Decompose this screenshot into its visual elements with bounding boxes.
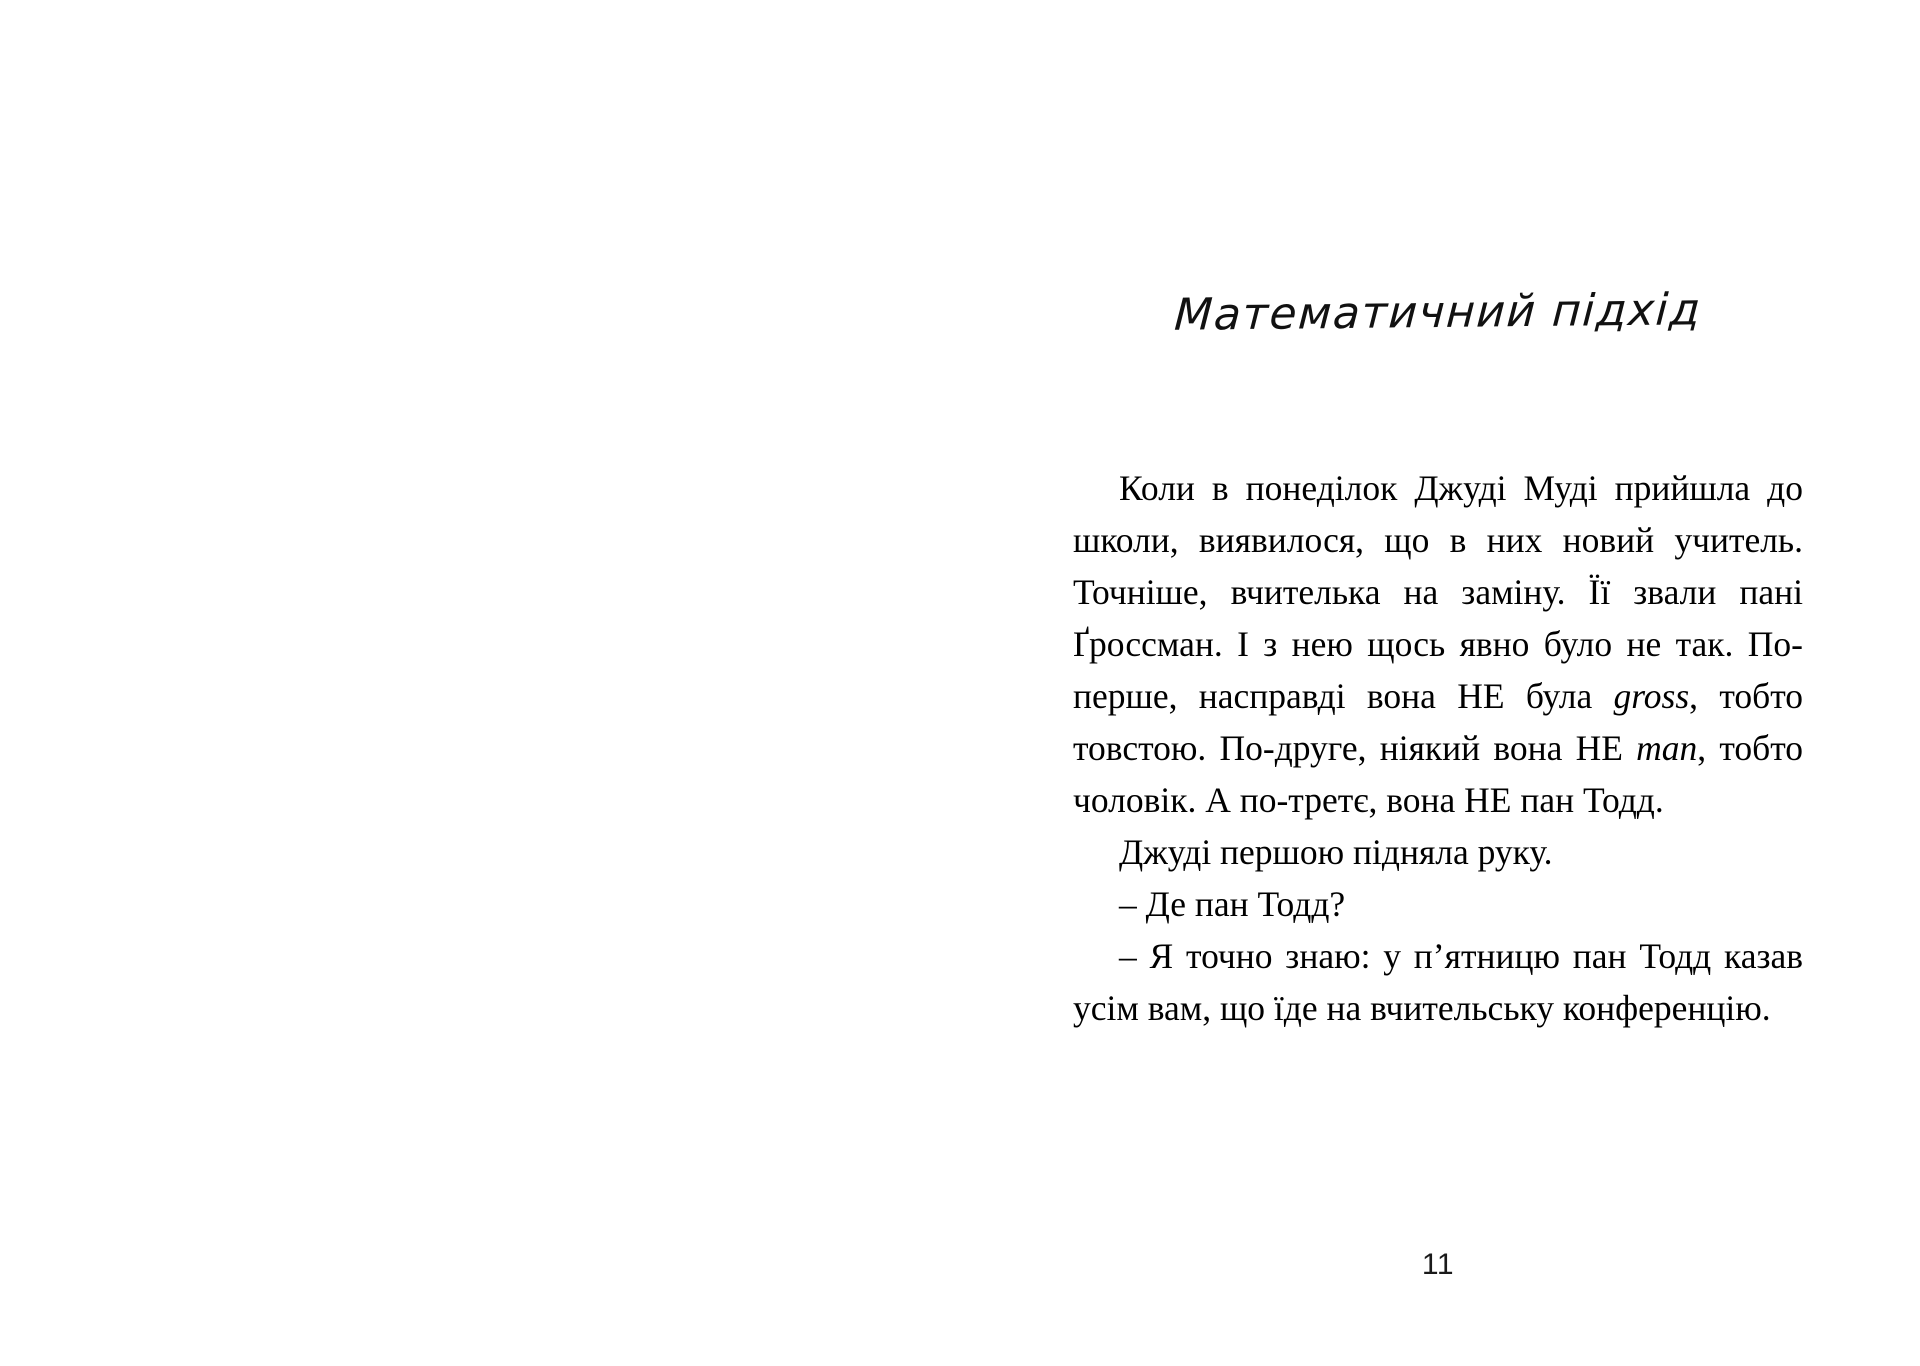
paragraph-opening-text-a: Коли в понеділок Джуді Муді прийшла до школи, виявилося, що в них новий учитель. Точніше, вчителька на заміну. Її звали пані Ґроссман. І з нею щось явно було не так. По-перше, насправді вона НЕ була bbox=[1073, 468, 1803, 716]
recto-page bbox=[960, 0, 1920, 1366]
dialogue-line-answer: – Я точно знаю: у п’ятницю пан Тодд казав усім вам, що їде на вчительську конференцію. bbox=[1073, 936, 1803, 1028]
foreign-word-gross: gross bbox=[1613, 676, 1690, 716]
body-text-column bbox=[1073, 462, 1803, 1034]
paragraph-opening bbox=[1073, 462, 1803, 826]
paragraph-opening-text-c: , тобто чоловік. А по-третє, вона НЕ пан Тодд. bbox=[1073, 728, 1803, 820]
foreign-word-man: man bbox=[1636, 728, 1698, 768]
paragraph-opening-text-b: , тобто товстою. По-друге, ніякий вона НЕ bbox=[1073, 676, 1804, 768]
dialogue-line-question: – Де пан Тодд? bbox=[1119, 884, 1346, 924]
paragraph-judy-raised-hand: Джуді першою підняла руку. bbox=[1119, 832, 1553, 872]
page-number: 11 bbox=[1421, 1248, 1455, 1281]
chapter-title: Математичний підхід bbox=[1173, 284, 1703, 342]
